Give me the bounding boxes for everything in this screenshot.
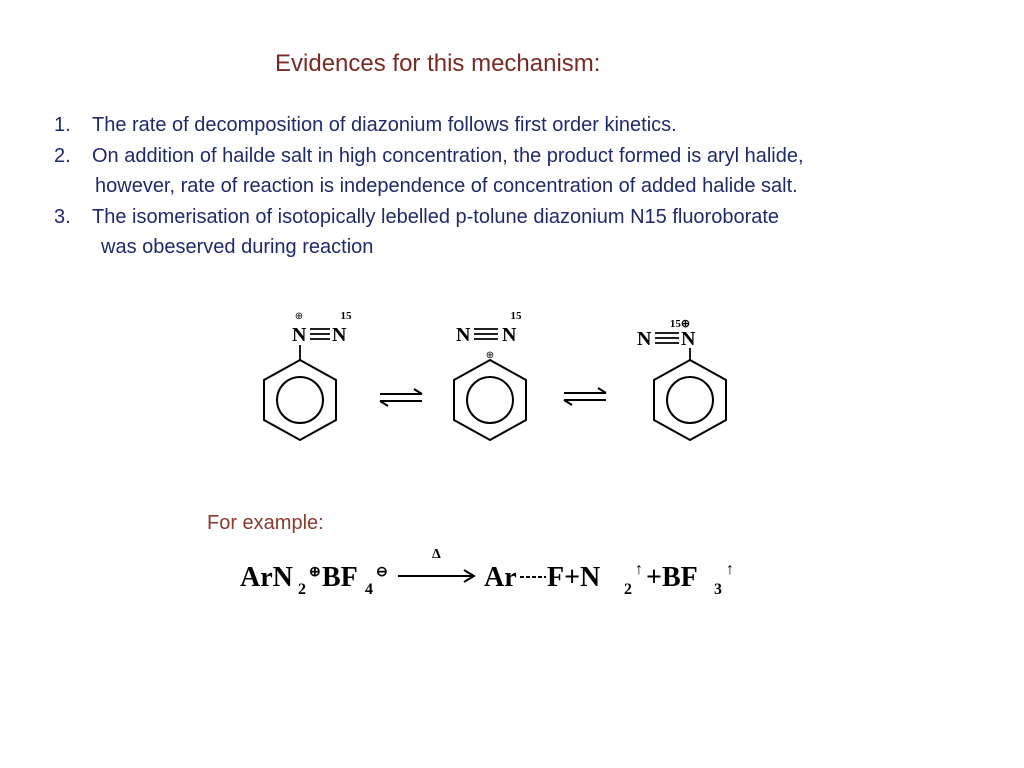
subscript: 3	[714, 581, 722, 598]
product-formula: +BF	[646, 562, 698, 593]
nitrogen-label: N	[681, 328, 696, 350]
cation-charge: ⊕	[309, 565, 321, 580]
reactant-formula: BF	[322, 562, 358, 593]
slide-title: Evidences for this mechanism:	[275, 50, 601, 77]
decomposition-equation	[236, 542, 766, 612]
nitrogen-label: N	[332, 324, 347, 346]
evidence-list	[54, 110, 994, 263]
subscript: 4	[365, 581, 373, 598]
item-number: 2.	[54, 144, 71, 167]
item-text: The rate of decomposition of diazonium follows first order kinetics.	[92, 114, 677, 136]
equilibrium-arrow-icon	[564, 388, 606, 405]
item-text: On addition of hailde salt in high concentration, the product formed is aryl halide,	[92, 144, 804, 167]
charge-label: ⊕	[485, 350, 495, 361]
nitrogen-label: N	[502, 324, 517, 346]
list-item	[54, 202, 994, 263]
charge-label: ⊕	[294, 311, 304, 322]
item-number: 1.	[54, 114, 71, 136]
example-label: For example:	[207, 512, 324, 534]
nitrogen-label: N	[292, 324, 307, 346]
product-formula: Ar	[484, 562, 517, 593]
diazonium-structure-1	[264, 310, 352, 440]
subscript: 2	[298, 581, 306, 598]
item-text: The isomerisation of isotopically lebelled p-tolune diazonium N15 fluoroborate	[92, 205, 780, 228]
diazonium-structure-2	[454, 310, 526, 440]
item-number: 3.	[54, 205, 71, 228]
isotope-label: 15	[510, 310, 522, 322]
gas-arrow-icon: ↑	[635, 561, 643, 578]
subscript: 2	[624, 581, 632, 598]
nitrogen-label: N	[637, 328, 652, 350]
isotope-label: 15	[340, 310, 352, 322]
equilibrium-arrow-icon	[380, 389, 422, 406]
gas-arrow-icon: ↑	[726, 561, 734, 578]
product-formula: F+N	[547, 562, 601, 593]
anion-charge: ⊖	[376, 565, 388, 580]
nitrogen-label: N	[456, 324, 471, 346]
item-continuation: however, rate of reaction is independence of concentration of added halide salt.	[95, 175, 798, 197]
list-item	[54, 141, 994, 202]
item-continuation: was obeserved during reaction	[101, 236, 374, 258]
heat-symbol: Δ	[432, 547, 441, 562]
diazonium-structure-3	[637, 318, 726, 440]
list-item	[54, 110, 994, 141]
isomerisation-scheme	[250, 300, 770, 450]
reaction-arrow-icon	[398, 570, 474, 582]
reactant-formula: ArN	[240, 562, 293, 593]
isotope-label: 15⊕	[669, 318, 691, 330]
